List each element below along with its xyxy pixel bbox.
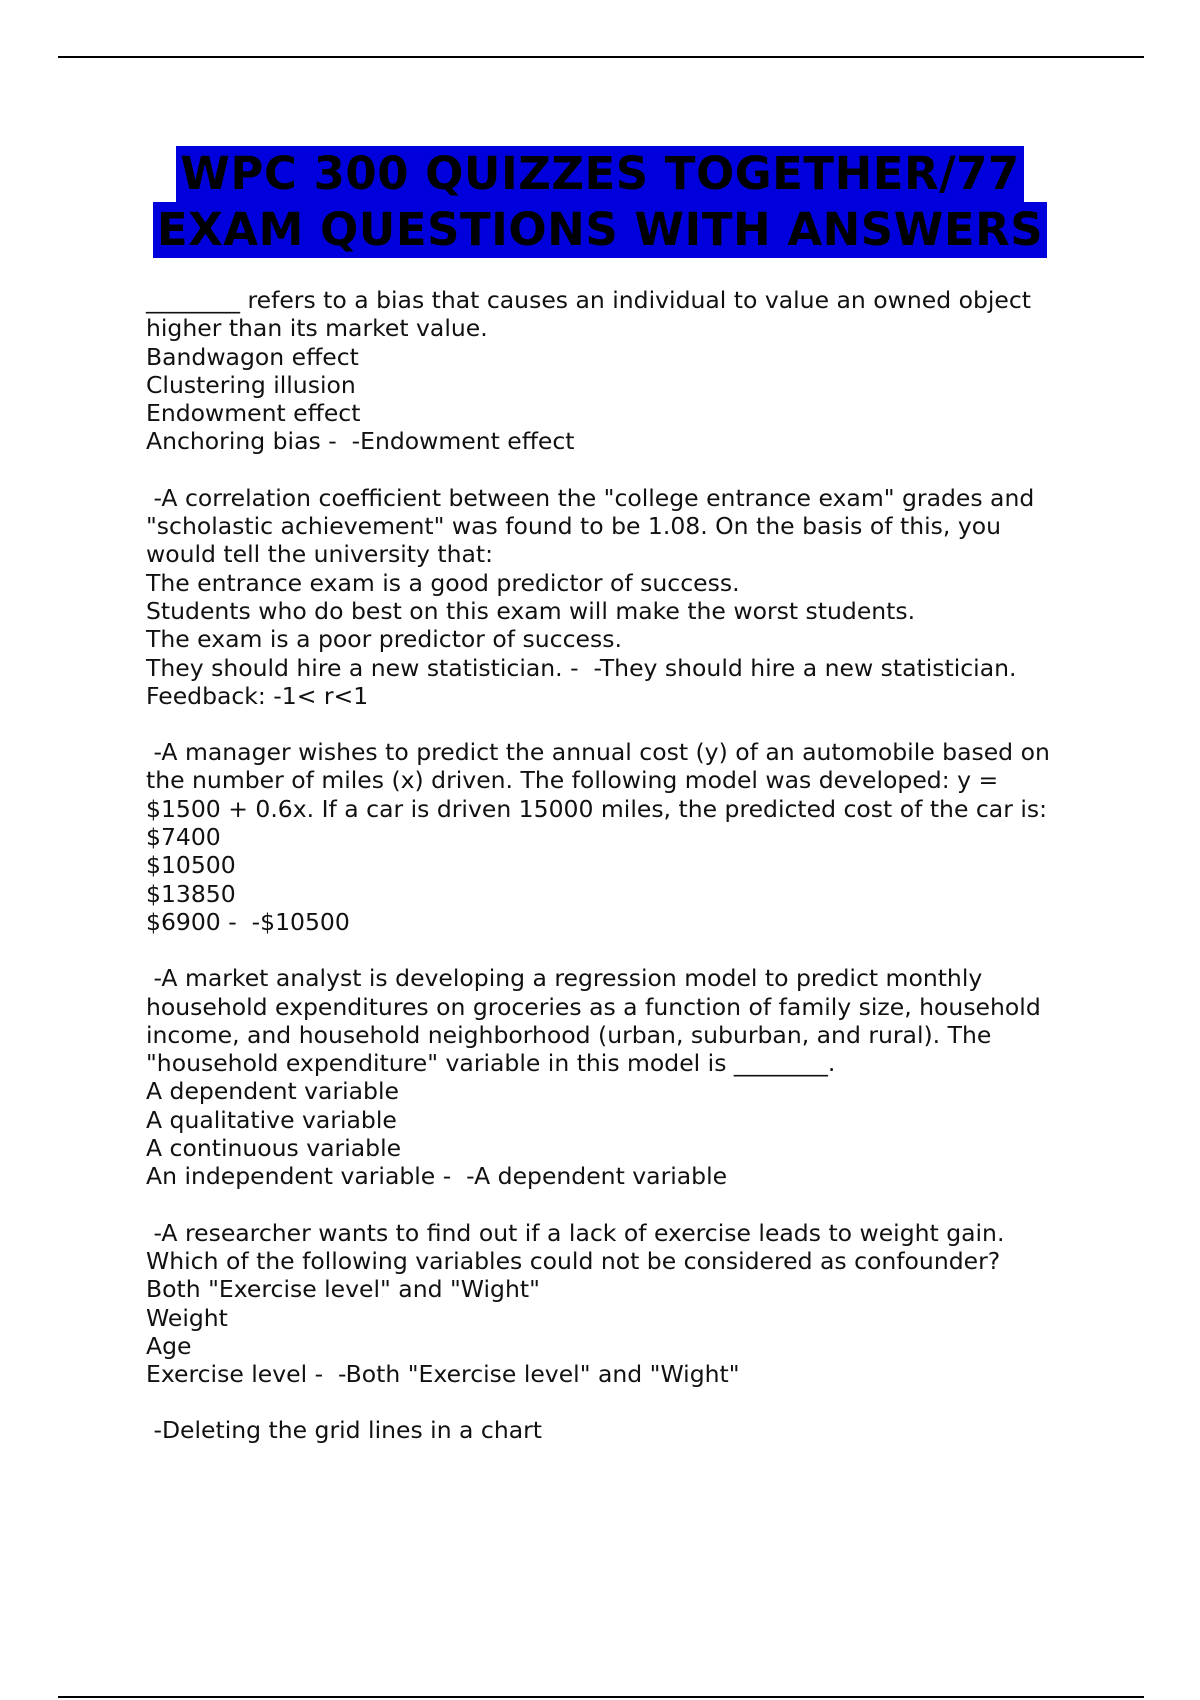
question-line: Bandwagon effect	[146, 342, 359, 371]
question-line: Students who do best on this exam will make the worst students.	[146, 596, 916, 625]
question-block	[146, 1416, 1086, 1444]
question-line: "scholastic achievement" was found to be 1.08. On the basis of this, you	[146, 512, 1002, 541]
question-line: the number of miles (x) driven. The following model was developed: y =	[146, 766, 999, 795]
question-block	[146, 1219, 1086, 1389]
question-line: A qualitative variable	[146, 1105, 397, 1134]
question-line: -Deleting the grid lines in a chart	[146, 1416, 543, 1445]
question-line: A continuous variable	[146, 1134, 402, 1163]
question-line: $1500 + 0.6x. If a car is driven 15000 miles, the predicted cost of the car is:	[146, 794, 1048, 823]
top-rule	[58, 56, 1144, 58]
question-line: -A market analyst is developing a regression model to predict monthly	[146, 964, 983, 993]
question-line: -A researcher wants to find out if a lack of exercise leads to weight gain.	[146, 1218, 1005, 1247]
question-line: Which of the following variables could not be considered as confounder?	[146, 1246, 1001, 1275]
question-block	[146, 484, 1086, 710]
question-line: -A correlation coefficient between the "college entrance exam" grades and	[146, 483, 1035, 512]
question-list	[146, 286, 1086, 1473]
question-line: -A manager wishes to predict the annual cost (y) of an automobile based on	[146, 738, 1050, 767]
question-line: They should hire a new statistician. - -They should hire a new statistician.	[146, 653, 1017, 682]
question-line: Weight	[146, 1303, 228, 1332]
question-line: Feedback: -1< r<1	[146, 681, 369, 710]
question-line: Age	[146, 1331, 192, 1360]
question-line: $6900 - -$10500	[146, 907, 350, 936]
question-line: $13850	[146, 879, 236, 908]
document-title	[0, 146, 1200, 258]
question-line: "household expenditure" variable in this model is ________.	[146, 1049, 836, 1078]
question-line: Clustering illusion	[146, 370, 356, 399]
question-line: Anchoring bias - -Endowment effect	[146, 427, 575, 456]
title-line-1: WPC 300 QUIZZES TOGETHER/77	[176, 146, 1023, 202]
question-line: An independent variable - -A dependent variable	[146, 1162, 728, 1191]
question-line: household expenditures on groceries as a function of family size, household	[146, 992, 1041, 1021]
bottom-rule	[58, 1696, 1144, 1698]
title-line-2: EXAM QUESTIONS WITH ANSWERS	[153, 202, 1047, 258]
question-line: $7400	[146, 823, 221, 852]
question-line: $10500	[146, 851, 236, 880]
question-line: A dependent variable	[146, 1077, 399, 1106]
question-line: income, and household neighborhood (urban, suburban, and rural). The	[146, 1020, 992, 1049]
question-block	[146, 286, 1086, 456]
question-line: ________ refers to a bias that causes an individual to value an owned object	[146, 286, 1032, 314]
question-block	[146, 738, 1086, 936]
question-line: Exercise level - -Both "Exercise level" and "Wight"	[146, 1360, 740, 1389]
question-line: higher than its market value.	[146, 314, 488, 343]
question-line: Both "Exercise level" and "Wight"	[146, 1275, 540, 1304]
question-line: Endowment effect	[146, 399, 361, 428]
question-line: The entrance exam is a good predictor of success.	[146, 568, 740, 597]
question-line: would tell the university that:	[146, 540, 493, 569]
question-block	[146, 964, 1086, 1190]
question-line: The exam is a poor predictor of success.	[146, 625, 622, 654]
